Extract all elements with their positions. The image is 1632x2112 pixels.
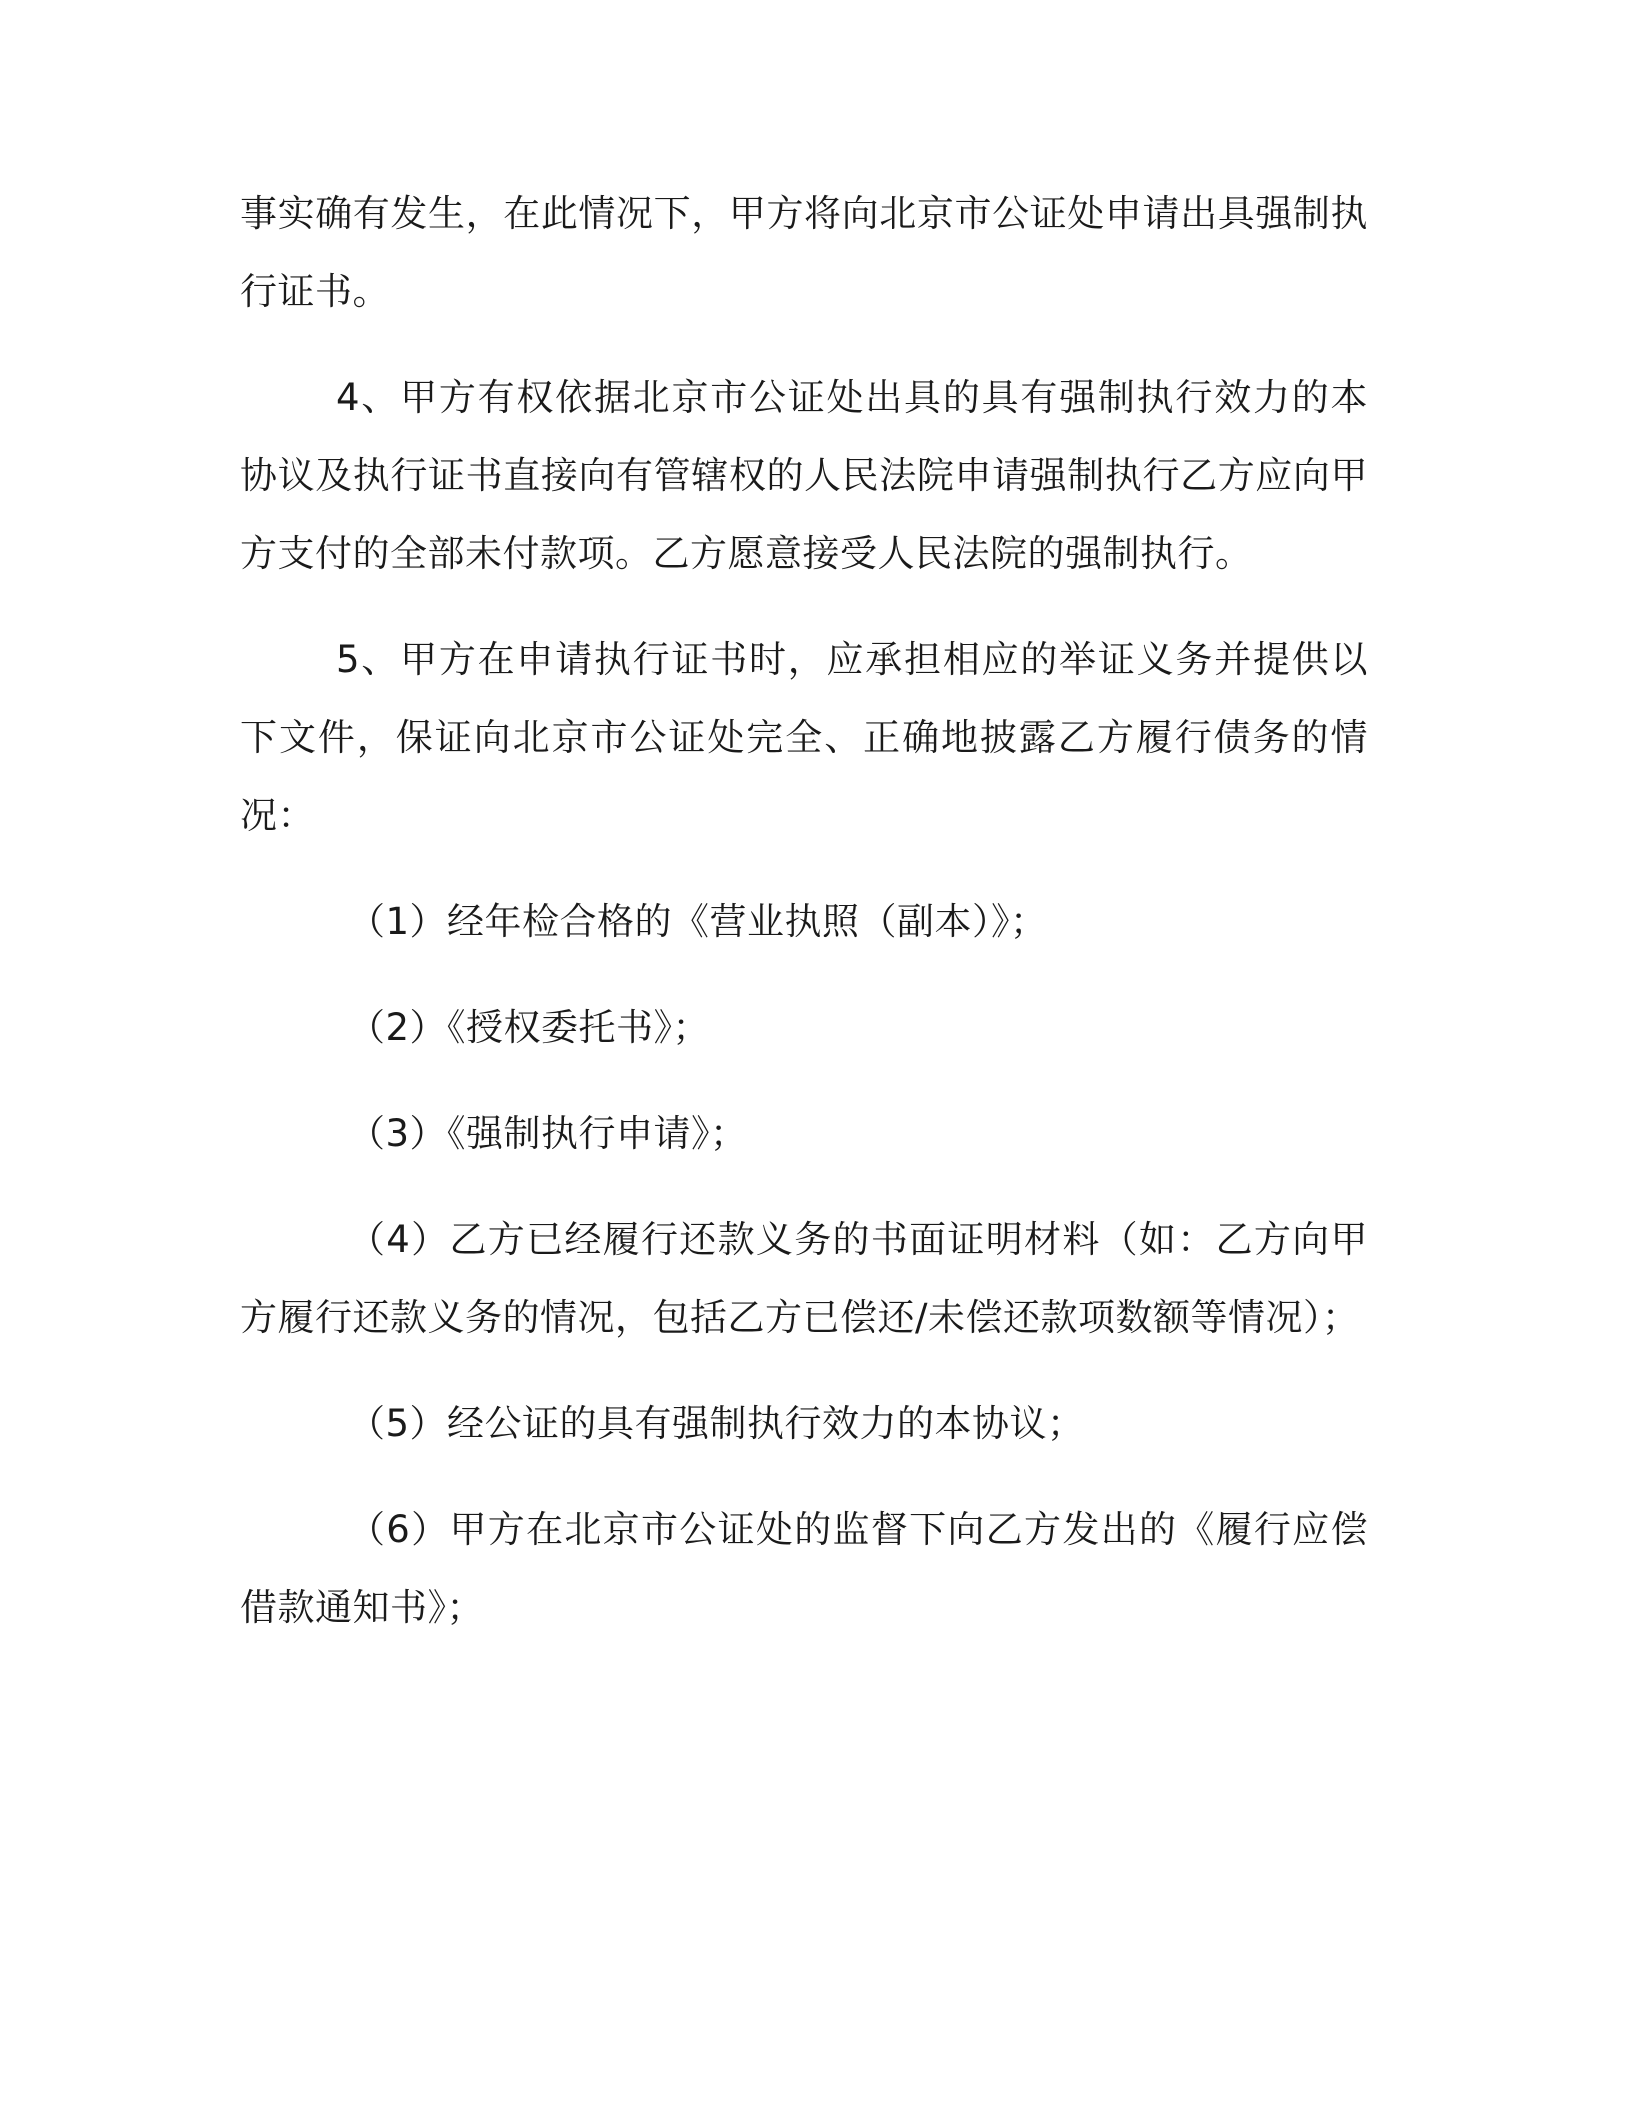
list-item-3: （3）《强制执行申请》； bbox=[348, 1112, 748, 1155]
clause-4-paragraph: 4、甲方有权依据北京市公证处出具的具有强制执行效力的本协议及执行证书直接向有管辖权的人民法院申请强制执行乙方应向甲方支付的全部未付款项。乙方愿意接受人民法院的强制执行。 bbox=[240, 376, 1368, 575]
list-item-6: （6）甲方在北京市公证处的监督下向乙方发出的《履行应偿借款通知书》； bbox=[240, 1508, 1368, 1629]
list-item-1: （1）经年检合格的《营业执照（副本）》； bbox=[348, 900, 1048, 943]
list-item-5: （5）经公证的具有强制执行效力的本协议； bbox=[348, 1402, 1085, 1445]
clause-5-paragraph: 5、甲方在申请执行证书时，应承担相应的举证义务并提供以下文件，保证向北京市公证处完全、正确地披露乙方履行债务的情况： bbox=[240, 638, 1368, 837]
paragraph-continuation: 事实确有发生，在此情况下，甲方将向北京市公证处申请出具强制执行证书。 bbox=[240, 192, 1368, 313]
list-item-4: （4）乙方已经履行还款义务的书面证明材料（如：乙方向甲方履行还款义务的情况，包括乙方已偿还/未偿还款项数额等情况）； bbox=[240, 1218, 1368, 1339]
document-body bbox=[240, 175, 1368, 1675]
list-item-2: （2）《授权委托书》； bbox=[348, 1006, 711, 1049]
